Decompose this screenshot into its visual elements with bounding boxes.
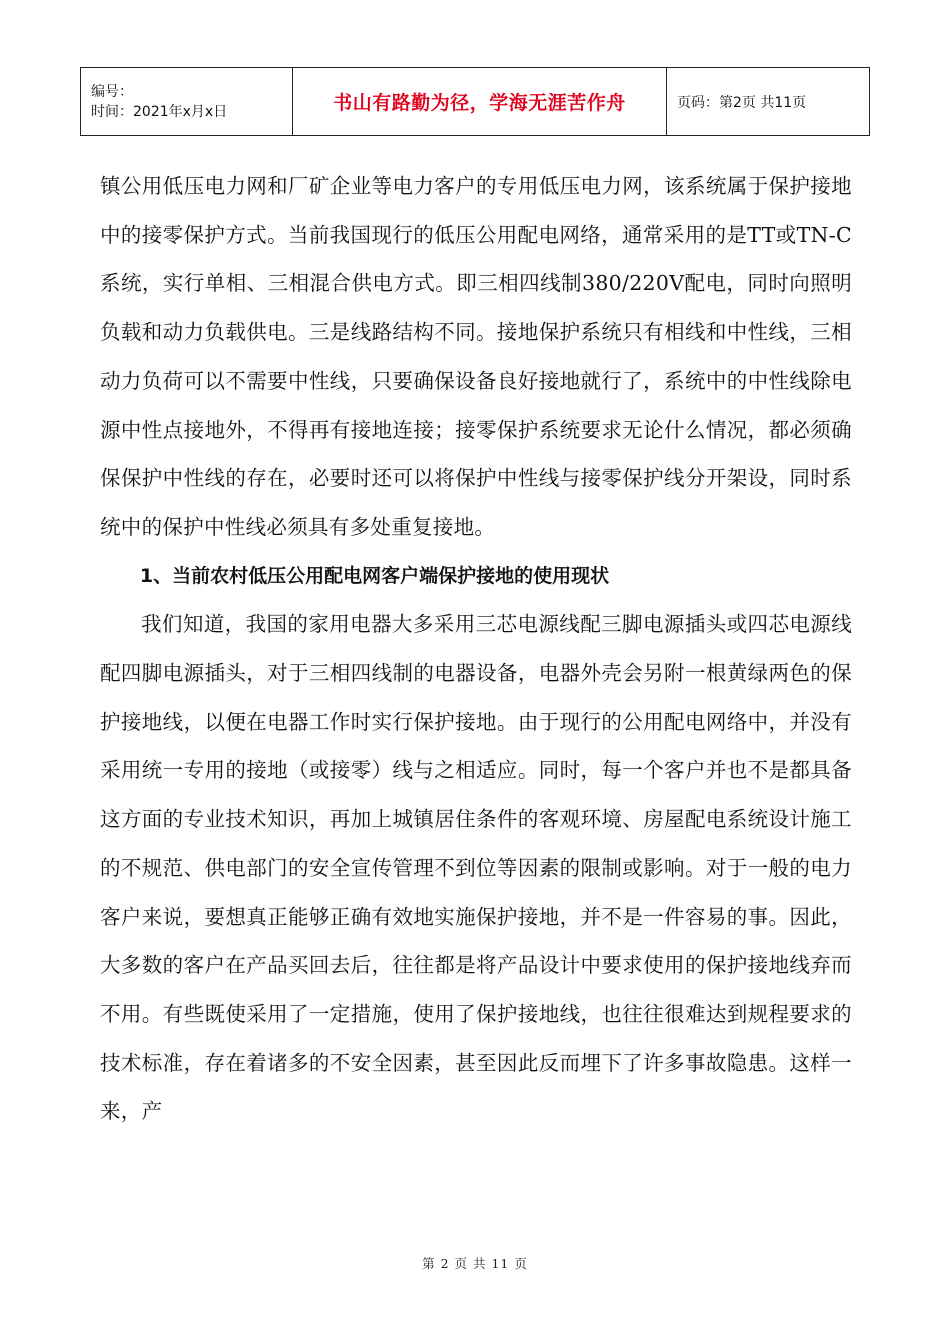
body-paragraph-1: 镇公用低压电力网和厂矿企业等电力客户的专用低压电力网，该系统属于保护接地中的接零保护方式。当前我国现行的低压公用配电网络，通常采用的是TT或TN-C系统，实行单相、三相混合供电方式。即三相四线制380/220V配电，同时向照明负载和动力负载供电。三是线路结构不同。接地保护系统只有相线和中性线，三相动力负荷可以不需要中性线，只要确保设备良好接地就行了，系统中的中性线除电源中性点接地外，不得再有接地连接；接零保护系统要求无论什么情况，都必须确保保护中性线的存在，必要时还可以将保护中性线与接零保护线分开架设，同时系统中的保护中性线必须具有多处重复接地。 (100, 174, 852, 539)
section-heading-1: 1、当前农村低压公用配电网客户端保护接地的使用现状 (139, 564, 610, 587)
date-label: 时间：2021年x月x日 (91, 103, 228, 120)
page-footer: 第 2 页 共 11 页 (422, 1256, 528, 1271)
serial-number-label: 编号： (91, 83, 133, 100)
page-info-label: 页码：第2页 共11页 (667, 68, 870, 136)
document-body (100, 162, 852, 1136)
body-paragraph-2: 我们知道，我国的家用电器大多采用三芯电源线配三脚电源插头或四芯电源线配四脚电源插头，对于三相四线制的电器设备，电器外壳会另附一根黄绿两色的保护接地线，以便在电器工作时实行保护接地。由于现行的公用配电网络中，并没有采用统一专用的接地（或接零）线与之相适应。同时，每一个客户并也不是都具备这方面的专业技术知识，再加上城镇居住条件的客观环境、房屋配电系统设计施工的不规范、供电部门的安全宣传管理不到位等因素的限制或影响。对于一般的电力客户来说，要想真正能够正确有效地实施保护接地，并不是一件容易的事。因此，大多数的客户在产品买回去后，往往都是将产品设计中要求使用的保护接地线弃而不用。有些既使采用了一定措施，使用了保护接地线，也往往很难达到规程要求的技术标准，存在着诸多的不安全因素，甚至因此反而埋下了许多事故隐患。这样一来，产 (100, 612, 852, 1124)
header-left-cell (81, 68, 293, 136)
document-header-table (80, 67, 870, 136)
motto-text: 书山有路勤为径，学海无涯苦作舟 (293, 68, 667, 136)
